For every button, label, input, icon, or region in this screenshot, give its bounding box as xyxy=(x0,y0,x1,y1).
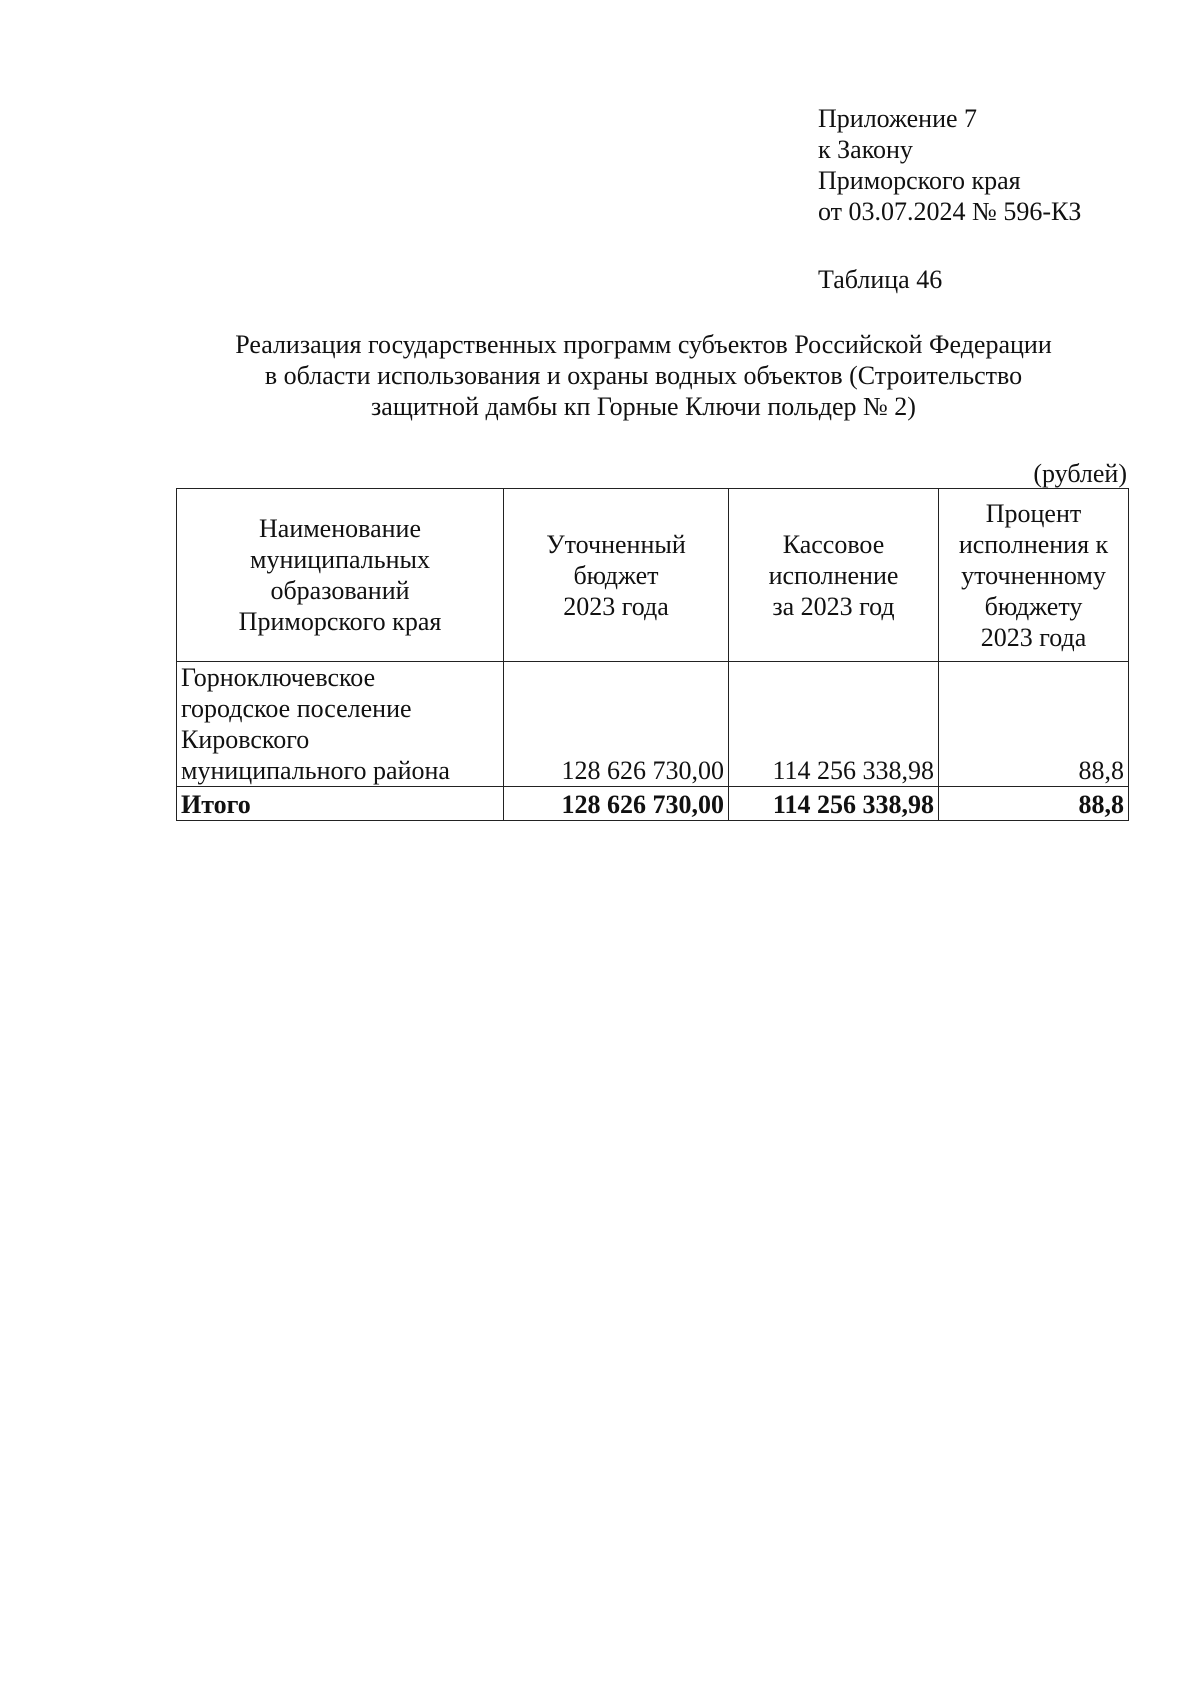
appendix-line: к Закону xyxy=(818,135,913,164)
header-percent: Процент исполнения к уточненному бюджету 2023 года xyxy=(939,489,1129,662)
title-line: защитной дамбы кп Горные Ключи польдер № 2) xyxy=(371,392,916,421)
cell-percent: 88,8 xyxy=(939,662,1129,787)
document-title xyxy=(160,329,1127,422)
header-municipality: Наименование муниципальных образований Приморского края xyxy=(177,489,504,662)
total-percent: 88,8 xyxy=(939,787,1129,821)
cell-execution: 114 256 338,98 xyxy=(729,662,939,787)
title-line: Реализация государственных программ субъектов Российской Федерации xyxy=(235,330,1052,359)
total-plan: 128 626 730,00 xyxy=(504,787,729,821)
cell-plan: 128 626 730,00 xyxy=(504,662,729,787)
budget-table xyxy=(176,488,1129,821)
table-row xyxy=(177,662,1129,787)
header-execution: Кассовое исполнение за 2023 год xyxy=(729,489,939,662)
table-total-row xyxy=(177,787,1129,821)
total-label: Итого xyxy=(177,787,504,821)
total-execution: 114 256 338,98 xyxy=(729,787,939,821)
table-number: Таблица 46 xyxy=(818,265,943,294)
cell-municipality: Горноключевское городское поселение Кировского муниципального района xyxy=(177,662,504,787)
appendix-line: от 03.07.2024 № 596-КЗ xyxy=(818,197,1082,226)
units-label: (рублей) xyxy=(1033,459,1127,488)
title-line: в области использования и охраны водных объектов (Строительство xyxy=(264,361,1023,390)
header-plan: Уточненный бюджет 2023 года xyxy=(504,489,729,662)
appendix-line: Приморского края xyxy=(818,166,1021,195)
table-header-row xyxy=(177,489,1129,662)
appendix-line: Приложение 7 xyxy=(818,104,978,133)
appendix-reference xyxy=(818,103,1081,227)
